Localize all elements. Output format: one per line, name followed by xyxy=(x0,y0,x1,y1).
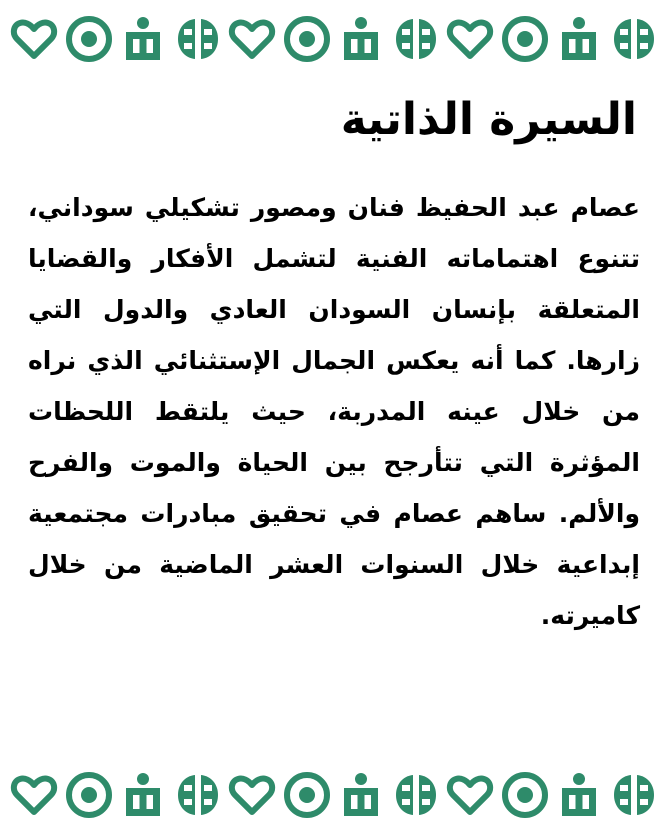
split-circle-icon xyxy=(392,771,440,819)
figure-icon xyxy=(119,15,167,63)
heart-icon xyxy=(228,771,276,819)
figure-icon xyxy=(555,771,603,819)
figure-icon xyxy=(119,771,167,819)
heart-icon xyxy=(228,15,276,63)
split-circle-icon xyxy=(392,15,440,63)
target-circle-icon xyxy=(283,771,331,819)
page-title: السيرة الذاتية xyxy=(340,94,637,145)
heart-icon xyxy=(446,771,494,819)
split-circle-icon xyxy=(610,771,658,819)
target-circle-icon xyxy=(283,15,331,63)
figure-icon xyxy=(555,15,603,63)
heart-icon xyxy=(10,771,58,819)
target-circle-icon xyxy=(65,15,113,63)
split-circle-icon xyxy=(610,15,658,63)
split-circle-icon xyxy=(174,771,222,819)
target-circle-icon xyxy=(501,771,549,819)
split-circle-icon xyxy=(174,15,222,63)
heart-icon xyxy=(10,15,58,63)
heart-icon xyxy=(446,15,494,63)
figure-icon xyxy=(337,771,385,819)
target-circle-icon xyxy=(501,15,549,63)
bottom-border xyxy=(10,770,658,820)
top-border xyxy=(10,14,658,64)
bio-paragraph: عصام عبد الحفيظ فنان ومصور تشكيلي سوداني، تتنوع اهتماماته الفنية لتشمل الأفكار والقضايا المتعلقة بإنسان السودان العادي والدول التي زارها. كما أنه يعكس الجمال الإستثنائي الذي نراه من خلال عينه المدربة، حيث يلتقط اللحظات المؤثرة التي تتأرجح بين الحياة والموت والفرح والألم. ساهم عصام في تحقيق مبادرات مجتمعية إبداعية خلال السنوات العشر الماضية من خلال كاميرته. xyxy=(28,193,640,630)
target-circle-icon xyxy=(65,771,113,819)
figure-icon xyxy=(337,15,385,63)
